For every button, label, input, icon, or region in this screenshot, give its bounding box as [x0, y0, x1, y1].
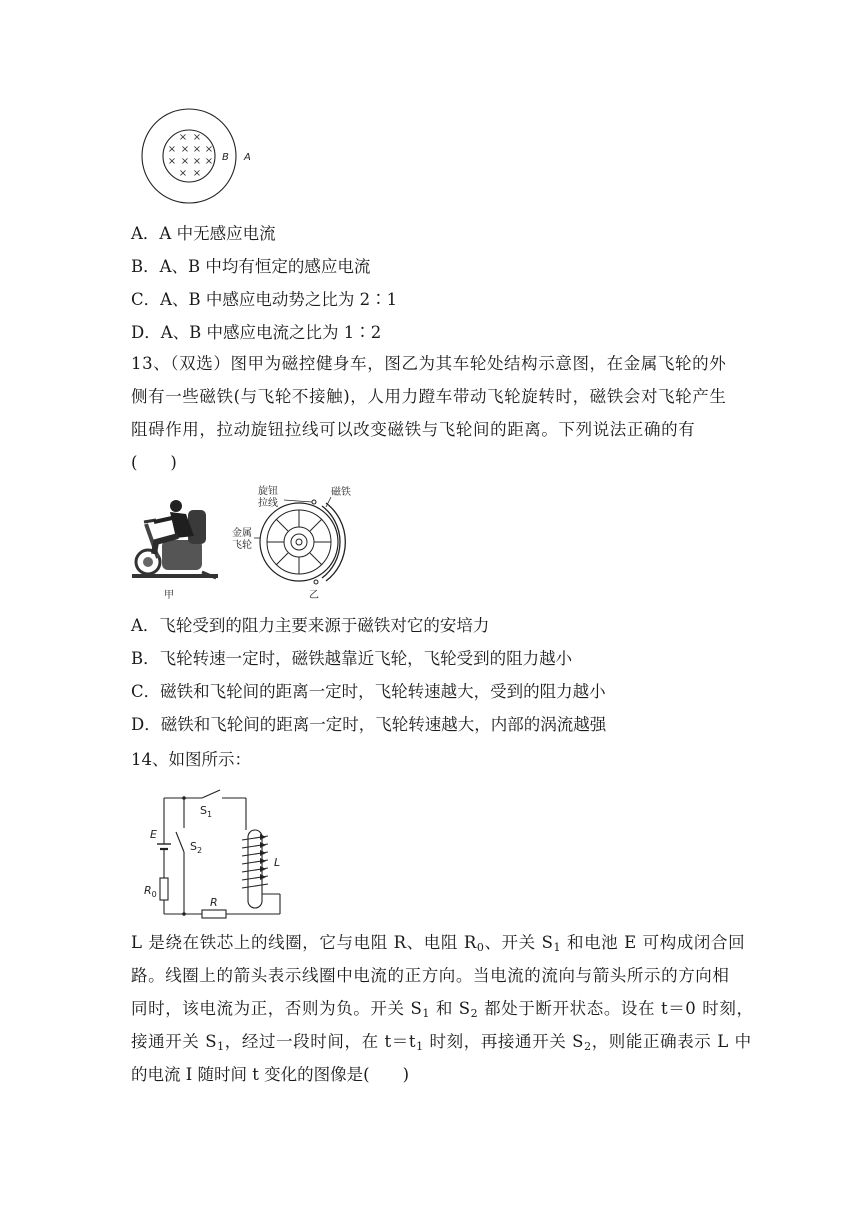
q13-option-c: C．磁铁和飞轮间的距离一定时，飞轮转速越大，受到的阻力越小 — [131, 682, 606, 701]
q14-circuit-figure — [138, 788, 290, 924]
svg-text:×: × — [192, 132, 202, 143]
coil-arrows — [260, 834, 266, 880]
label-r0-sub: 0 — [151, 890, 157, 899]
label-s1-sub: 1 — [206, 810, 213, 819]
label-r: R — [210, 896, 218, 909]
svg-text:×: × — [192, 156, 202, 167]
q14-text-line-1: L 是绕在铁芯上的线圈，它与电阻 R、电阻 $R_0$、开关 $S_1$ 和电池 E 可构成闭合回 — [131, 933, 746, 954]
svg-text:×: × — [178, 132, 188, 143]
q14-text-line-2: 路。线圈上的箭头表示线圈中电流的正方向。当电流的流向与箭头所示的方向相 — [131, 966, 730, 985]
label-b: B — [222, 152, 229, 163]
q13-figure — [126, 480, 376, 602]
svg-text:×: × — [204, 144, 214, 155]
label-wheel-2: 飞轮 — [232, 540, 252, 551]
svg-text:×: × — [178, 168, 188, 179]
label-knob-1: 旋钮 — [258, 486, 278, 497]
label-knob-2: 拉线 — [258, 498, 278, 509]
label-jia: 甲 — [164, 590, 174, 601]
label-r0: R — [144, 884, 152, 897]
q14-stem: 14、如图所示： — [131, 750, 251, 769]
svg-text:S2 — [190, 840, 202, 855]
label-s1: S — [200, 804, 207, 817]
q12-option-a: A．A 中无感应电流 — [131, 224, 276, 243]
label-s2-sub: 2 — [196, 846, 203, 855]
label-s2: S — [190, 840, 197, 853]
q13-stem-line-1: 13、（双选）图甲为磁控健身车，图乙为其车轮处结构示意图，在金属飞轮的外 — [131, 354, 727, 373]
q12-figure — [138, 108, 258, 204]
label-wheel-1: 金属 — [232, 528, 252, 539]
q13-stem-line-3: 阻碍作用，拉动旋钮拉线可以改变磁铁与飞轮间的距离。下列说法正确的有 — [131, 420, 696, 439]
label-a: A — [244, 152, 251, 163]
svg-text:R0 — [144, 884, 157, 899]
svg-text:×: × — [192, 168, 202, 179]
q12-option-d: D．A、B 中感应电流之比为 1∶2 — [131, 323, 382, 342]
svg-text:×: × — [204, 156, 214, 167]
flywheel-diagram — [254, 497, 345, 584]
q12-option-c: C．A、B 中感应电动势之比为 2∶1 — [131, 290, 398, 309]
svg-text:×: × — [180, 156, 190, 167]
field-cross-marks — [168, 132, 213, 179]
q12-option-b: B．A、B 中均有恒定的感应电流 — [131, 257, 371, 276]
q13-stem-line-2: 侧有一些磁铁(与飞轮不接触)，人用力蹬车带动飞轮旋转时，磁铁会对飞轮产生 — [131, 387, 727, 406]
q14-text-line-3: 同时，该电流为正，否则为负。开关 $S_1$ 和 $S_2$ 都处于断开状态。设在 t＝0 时刻， — [131, 999, 754, 1020]
q13-option-a: A．飞轮受到的阻力主要来源于磁铁对它的安培力 — [131, 616, 490, 635]
svg-text:×: × — [180, 144, 190, 155]
label-magnet: 磁铁 — [331, 487, 351, 498]
exercise-bike-photo — [132, 500, 218, 578]
label-l: L — [274, 856, 281, 869]
q13-option-b: B．飞轮转速一定时，磁铁越靠近飞轮，飞轮受到的阻力越小 — [131, 649, 573, 668]
q13-stem-line-4: ( ) — [131, 453, 177, 472]
svg-text:×: × — [167, 156, 177, 167]
label-yi: 乙 — [309, 590, 319, 601]
q13-option-d: D．磁铁和飞轮间的距离一定时，飞轮转速越大，内部的涡流越强 — [131, 715, 607, 734]
q14-text-line-4: 接通开关 $S_1$，经过一段时间，在 $t=t_1$ 时刻，再接通开关 $S_2$，则能正确表示 L 中 — [131, 1032, 752, 1053]
label-e: E — [150, 828, 157, 841]
svg-text:×: × — [167, 144, 177, 155]
q14-text-line-5: 的电流 I 随时间 t 变化的图像是( ) — [131, 1065, 410, 1084]
svg-text:×: × — [192, 144, 202, 155]
svg-text:S1 — [200, 804, 212, 819]
